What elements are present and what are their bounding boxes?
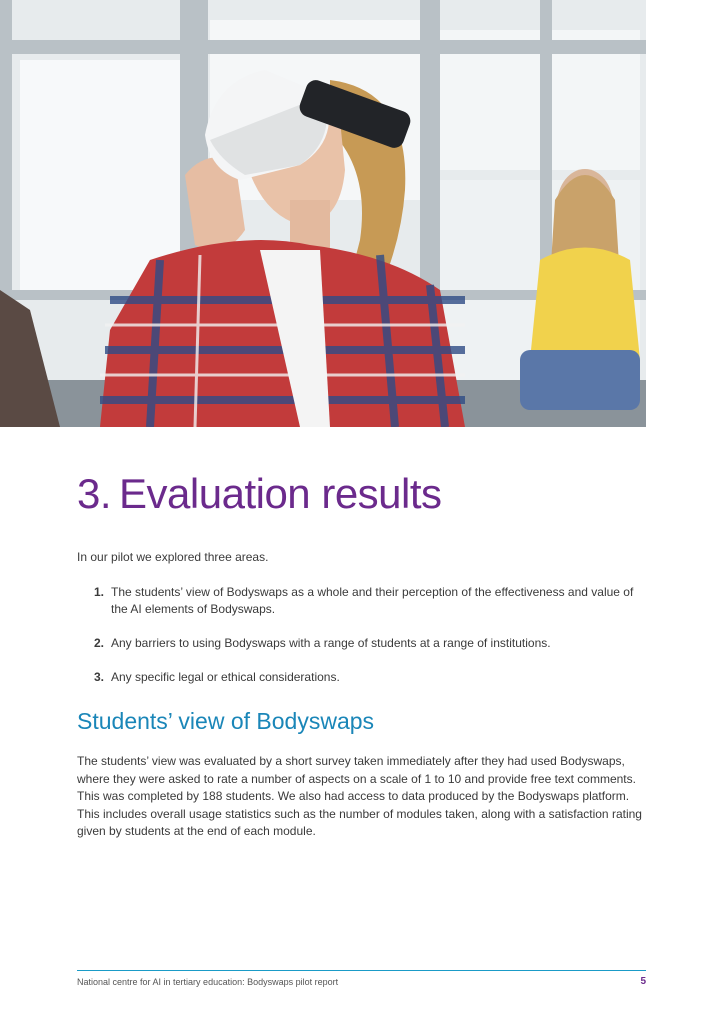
list-item-text: The students’ view of Bodyswaps as a whole and their perception of the effectiveness and value of the AI elements of Bodyswaps. [111,585,634,616]
section-number: 3. [77,470,112,517]
subsection-body: The students’ view was evaluated by a short survey taken immediately after they had used Bodyswaps, where they were asked to rate a number of aspects on a scale of 1 to 10 and provide free text comments. This was completed by 188 students. We also had access to data produced by the Bodyswaps platform. This includes overall usage statistics such as the number of modules taken, along with a satisfaction rating given by students at the end of each module. [77,754,642,838]
list-item-number: 2. [94,636,105,650]
intro-text: In our pilot we explored three areas. [77,550,269,564]
list-item [94,584,644,618]
section-title-text: Evaluation results [119,470,442,517]
list-item-number: 3. [94,670,105,684]
list-item [94,669,644,686]
list-item-text: Any barriers to using Bodyswaps with a range of students at a range of institutions. [111,636,551,650]
subsection-title: Students’ view of Bodyswaps [77,708,375,734]
areas-list [94,584,644,703]
footer-divider [77,970,646,971]
list-item-number: 1. [94,585,105,599]
list-item [94,635,644,652]
hero-photo [0,0,646,427]
section-title [77,470,442,518]
list-item-text: Any specific legal or ethical considerations. [111,670,340,684]
footer-text: National centre for AI in tertiary education: Bodyswaps pilot report [77,977,339,987]
page-number: 5 [640,976,646,987]
